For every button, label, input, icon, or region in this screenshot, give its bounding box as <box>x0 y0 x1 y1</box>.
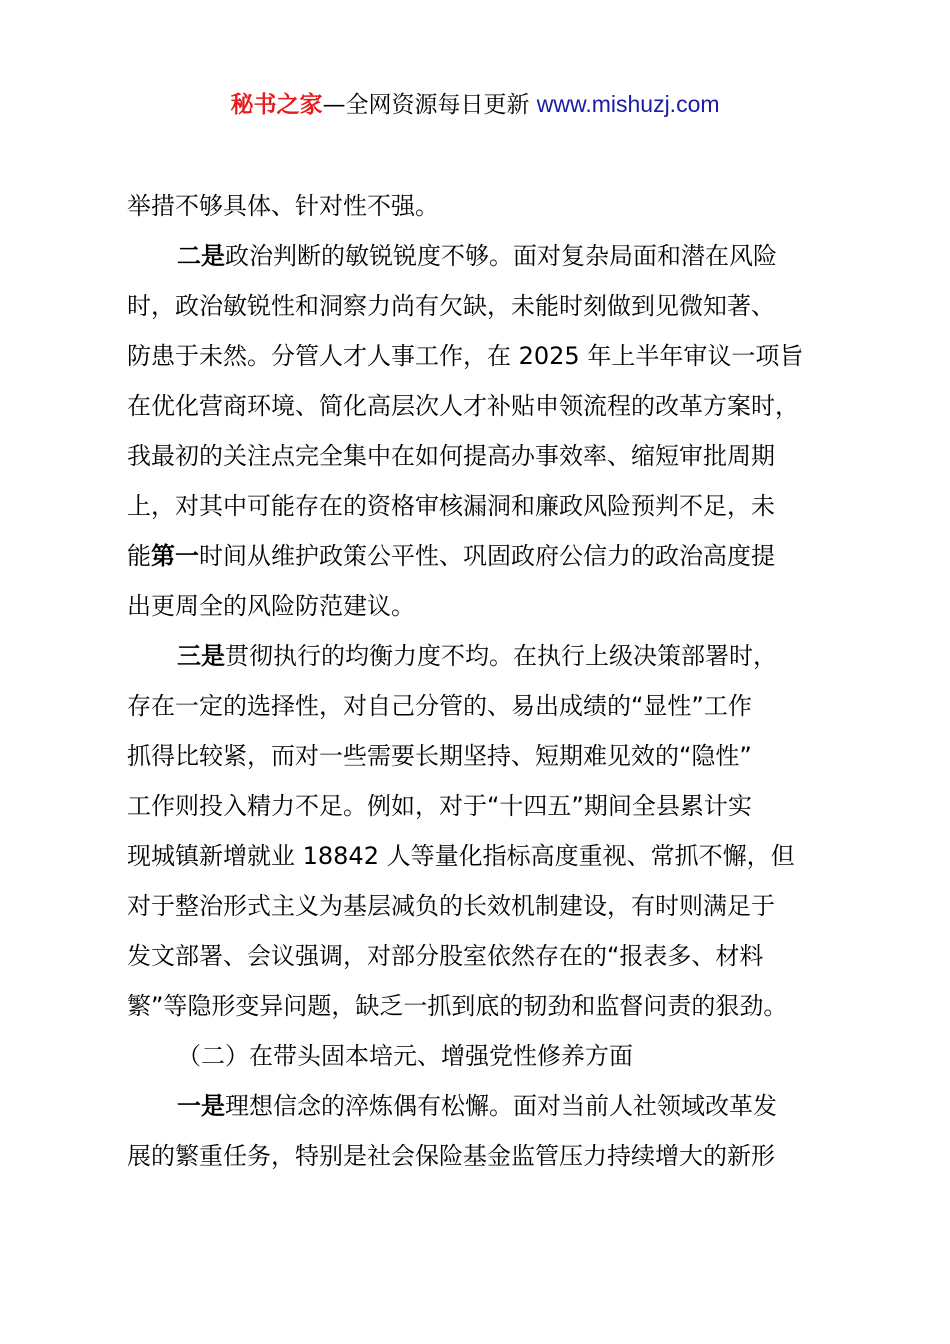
text-line: 我最初的关注点完全集中在如何提高办事效率、缩短审批周期 <box>127 442 775 470</box>
paragraph-2-first-line <box>127 231 837 281</box>
text-line: 防患于未然。分管人才人事工作，在 2025 年上半年审议一项旨 <box>127 342 804 370</box>
text-line: 上，对其中可能存在的资格审核漏洞和廉政风险预判不足，未 <box>127 492 775 520</box>
paragraph-2-line-1: 政治判断的敏锐锐度不够。面对复杂局面和潜在风险 <box>225 242 777 270</box>
brand-name: 秘书之家 <box>230 92 323 118</box>
paragraph-4-line-1: 理想信念的淬炼偶有松懈。面对当前人社领域改革发 <box>225 1092 777 1120</box>
paragraph-4-lead: 一是 <box>177 1092 225 1120</box>
text-fragment: 能 <box>127 542 151 570</box>
text-line: 繁”等隐形变异问题，缺乏一抓到底的韧劲和监督问责的狠劲。 <box>127 992 788 1020</box>
text-line: 对于整治形式主义为基层减负的长效机制建设，有时则满足于 <box>127 892 775 920</box>
document-body <box>127 181 837 1181</box>
paragraph-3-lead: 三是 <box>177 642 225 670</box>
text-line: 举措不够具体、针对性不强。 <box>127 192 439 220</box>
text-line: 出更周全的风险防范建议。 <box>127 592 415 620</box>
section-heading: （二）在带头固本培元、增强党性修养方面 <box>177 1042 633 1070</box>
header-tagline: —全网资源每日更新 <box>322 92 530 118</box>
text-line: 发文部署、会议强调，对部分股室依然存在的“报表多、材料 <box>127 942 764 970</box>
paragraph-4-first-line <box>127 1081 837 1131</box>
text-line: 现城镇新增就业 18842 人等量化指标高度重视、常抓不懈，但 <box>127 842 795 870</box>
text-line: 时，政治敏锐性和洞察力尚有欠缺，未能时刻做到见微知著、 <box>127 292 775 320</box>
site-url-link[interactable]: www.mishuzj.com <box>536 91 720 117</box>
text-line: 展的繁重任务，特别是社会保险基金监管压力持续增大的新形 <box>127 1142 775 1170</box>
text-line: 在优化营商环境、简化高层次人才补贴申领流程的改革方案时， <box>127 392 799 420</box>
text-fragment: 时间从维护政策公平性、巩固政府公信力的政治高度提 <box>199 542 775 570</box>
paragraph-2-line-7 <box>127 531 837 581</box>
paragraph-2-lead: 二是 <box>177 242 225 270</box>
text-line: 工作则投入精力不足。例如，对于“十四五”期间全县累计实 <box>127 792 752 820</box>
text-line: 存在一定的选择性，对自己分管的、易出成绩的“显性”工作 <box>127 692 752 720</box>
bold-fragment: 第一 <box>151 542 199 570</box>
text-line: 抓得比较紧，而对一些需要长期坚持、短期难见效的“隐性” <box>127 742 752 770</box>
paragraph-3-line-1: 贯彻执行的均衡力度不均。在执行上级决策部署时， <box>225 642 777 670</box>
page-header <box>0 86 950 123</box>
paragraph-3-first-line <box>127 631 837 681</box>
